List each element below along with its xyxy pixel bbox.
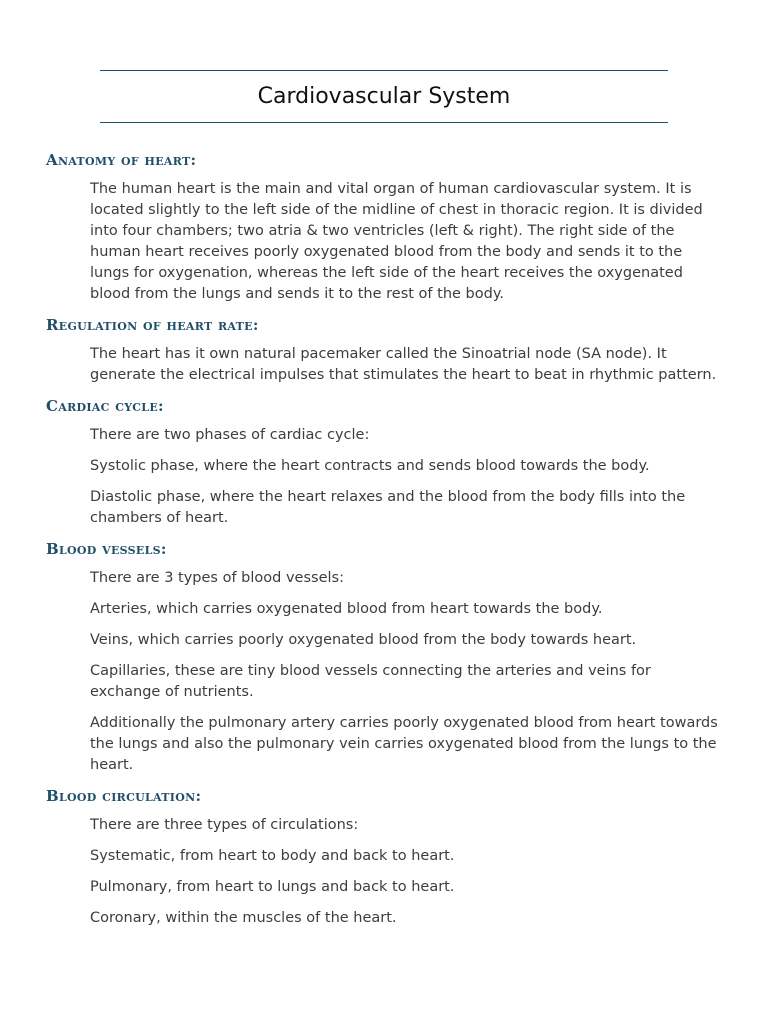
title-block	[100, 70, 668, 123]
paragraph: Additionally the pulmonary artery carries poorly oxygenated blood from heart towards the lungs and also the pulmonary vein carries oxygenated blood from the lungs to the heart.	[90, 715, 718, 773]
paragraph: Veins, which carries poorly oxygenated blood from the body towards heart.	[90, 632, 637, 648]
section-heading: Blood vessels:	[46, 540, 167, 558]
paragraph: Systolic phase, where the heart contracts and sends blood towards the body.	[90, 458, 650, 474]
paragraph: The heart has it own natural pacemaker called the Sinoatrial node (SA node). It generate the electrical impulses that stimulates the heart to beat in rhythmic pattern.	[90, 346, 717, 383]
section-blood-circulation	[46, 786, 726, 929]
paragraph: Capillaries, these are tiny blood vessels connecting the arteries and veins for exchange of nutrients.	[90, 663, 651, 700]
paragraph: Diastolic phase, where the heart relaxes and the blood from the body fills into the chambers of heart.	[90, 489, 686, 526]
section-heading: Blood circulation:	[46, 787, 202, 805]
page-title: Cardiovascular System	[257, 83, 511, 109]
section-heading: Regulation of heart rate:	[46, 316, 259, 334]
section-anatomy	[46, 150, 726, 305]
section-heading: Cardiac cycle:	[46, 397, 164, 415]
paragraph: Pulmonary, from heart to lungs and back to heart.	[90, 879, 455, 895]
paragraph: Arteries, which carries oxygenated blood from heart towards the body.	[90, 601, 603, 617]
paragraph: Coronary, within the muscles of the heart.	[90, 910, 397, 926]
paragraph: Systematic, from heart to body and back to heart.	[90, 848, 455, 864]
section-heading: Anatomy of heart:	[46, 151, 197, 169]
document-body	[46, 150, 726, 939]
paragraph: There are two phases of cardiac cycle:	[90, 427, 370, 443]
paragraph: The human heart is the main and vital organ of human cardiovascular system. It is located slightly to the left side of the midline of chest in thoracic region. It is divided into four chambers; two atria & two ventricles (left & right). The right side of the human heart receives poorly oxygenated blood from the body and sends it to the lungs for oxygenation, whereas the left side of the heart receives the oxygenated blood from the lungs and sends it to the rest of the body.	[90, 181, 703, 302]
section-blood-vessels	[46, 539, 726, 776]
paragraph: There are three types of circulations:	[90, 817, 359, 833]
section-regulation	[46, 315, 726, 386]
section-cardiac-cycle	[46, 396, 726, 529]
paragraph: There are 3 types of blood vessels:	[90, 570, 344, 586]
